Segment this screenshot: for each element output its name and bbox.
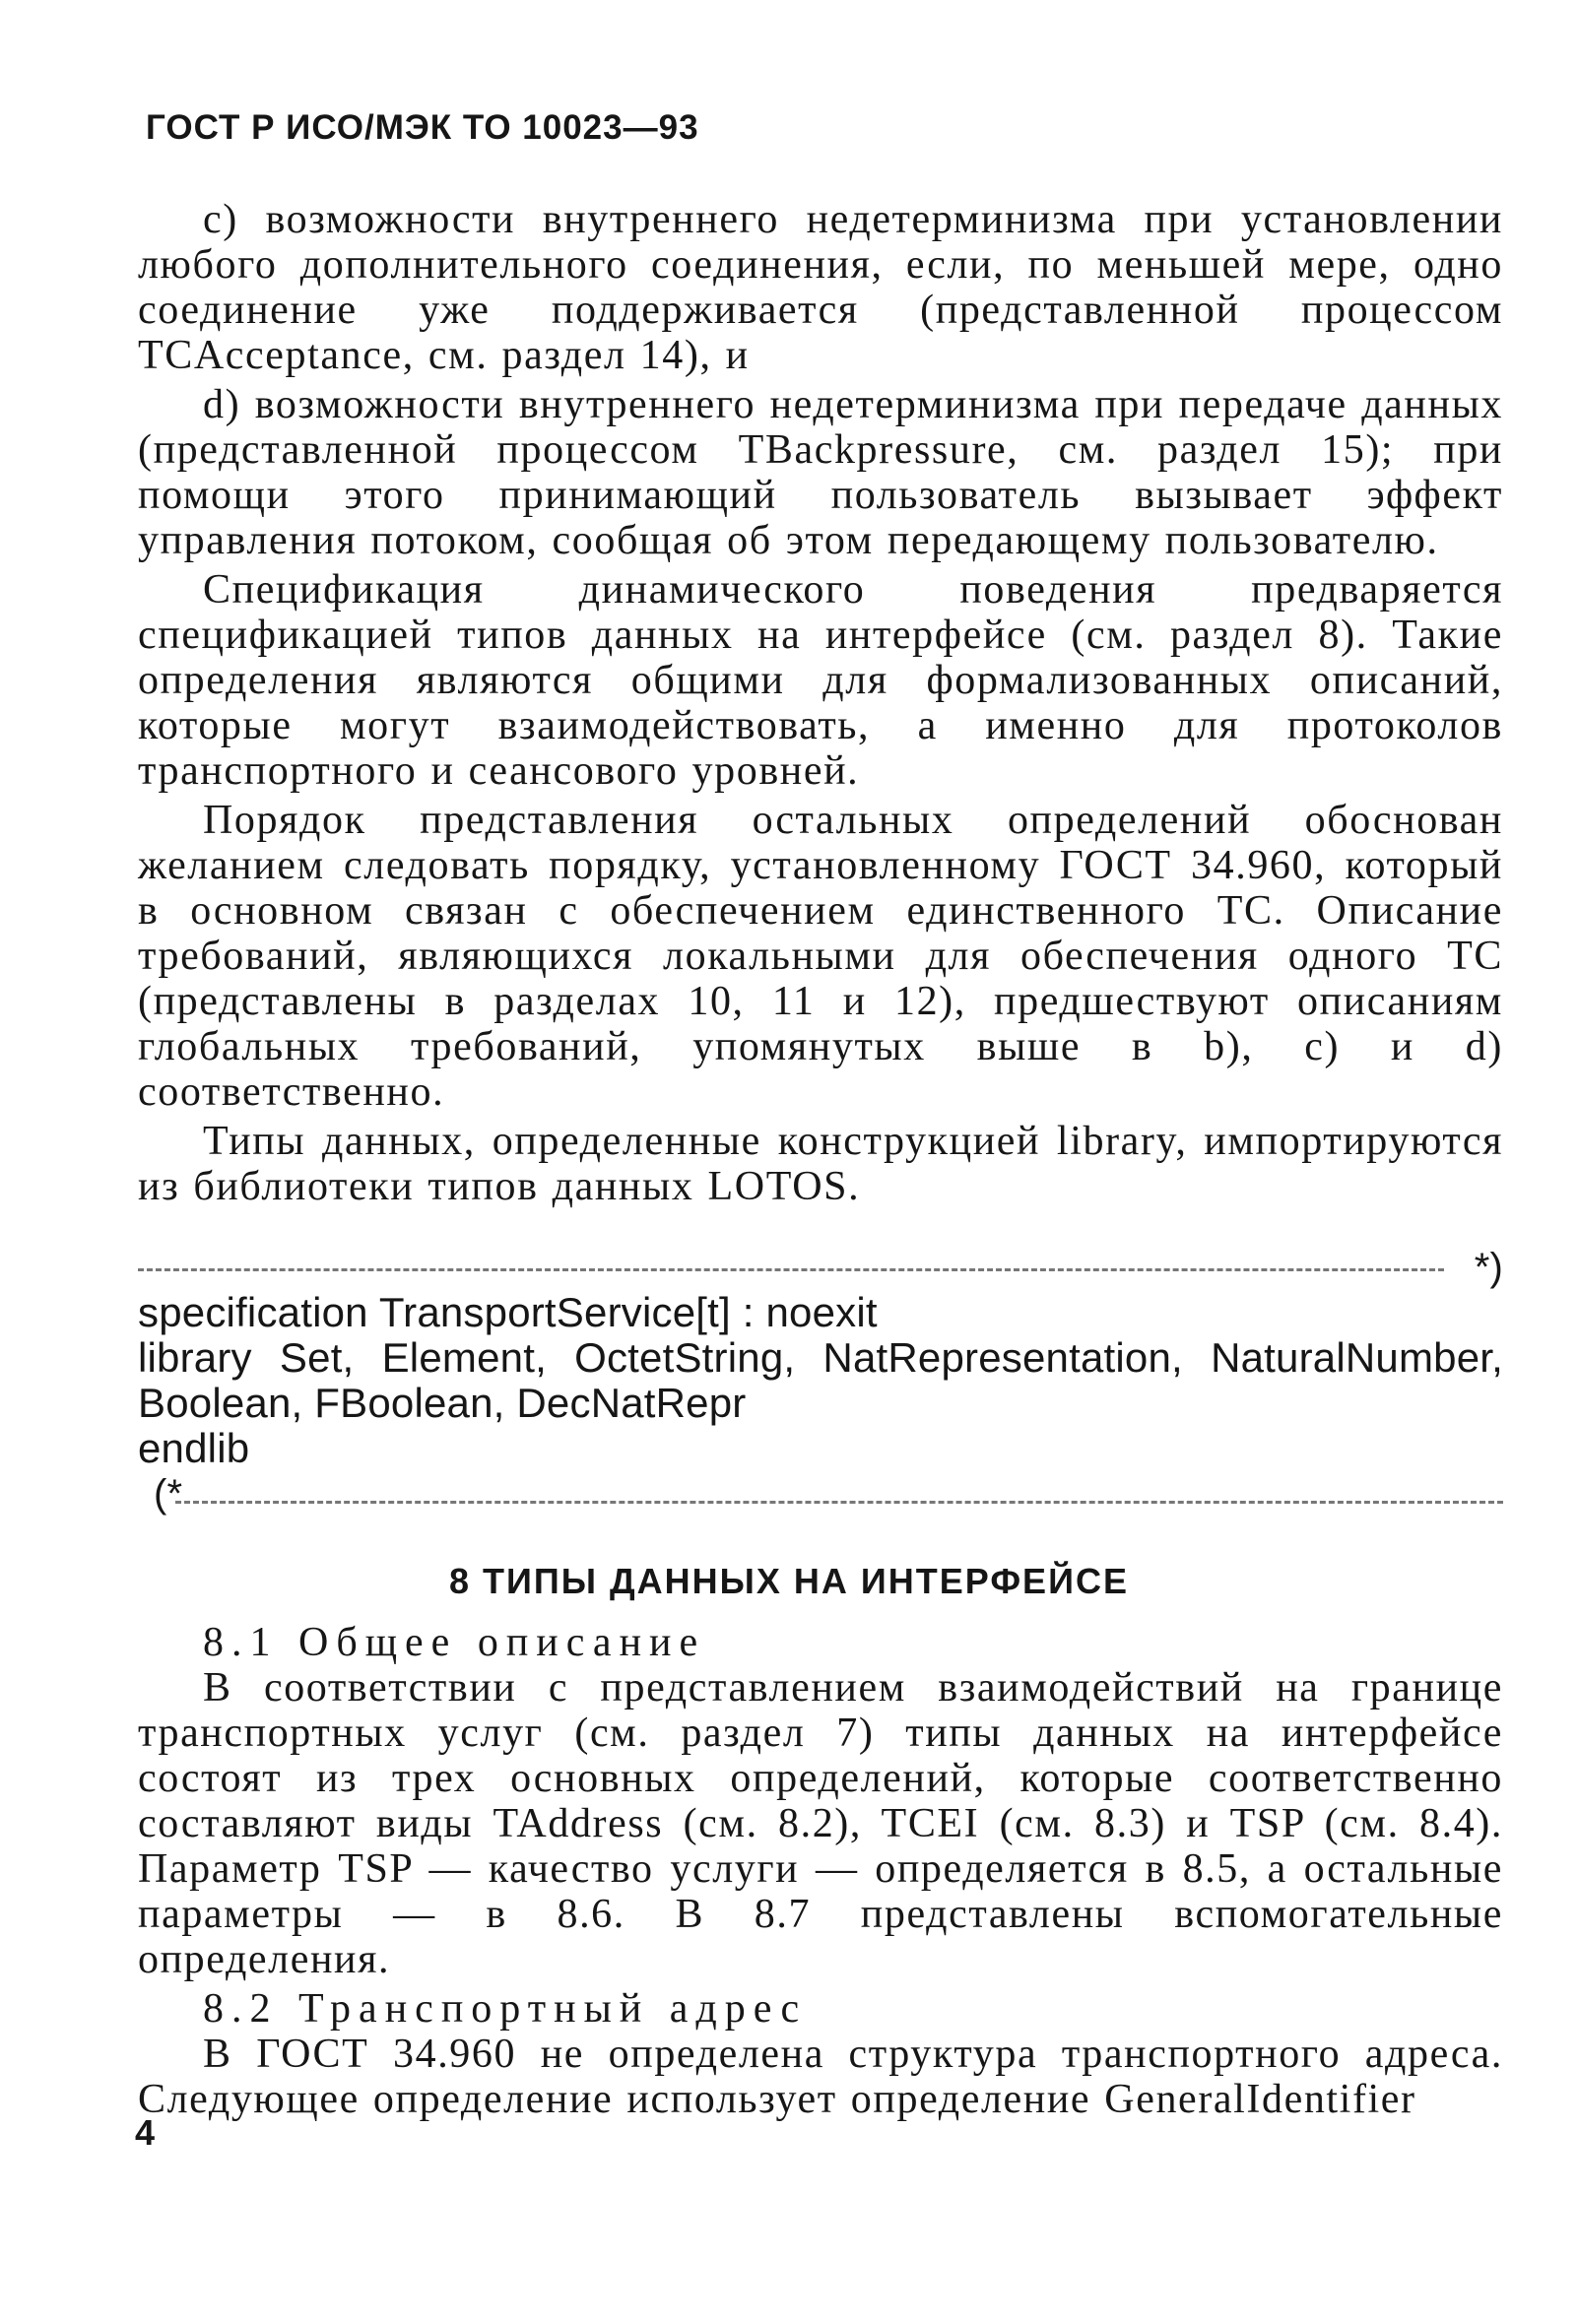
subsection-heading-8-2: 8.2 Транспортный адрес [203,1986,808,2032]
paragraph-library: Типы данных, определенные конструкцией library, импортируются из библиотеки типов данных LOTOS. [138,1119,1503,1209]
code-open-rule [138,1246,1503,1290]
comment-open-marker: (* [154,1472,183,1516]
code-line-library: library Set, Element, OctetString, NatRepresentation, NaturalNumber, Boolean, FBoolean, DecNatRepr [138,1334,1503,1426]
dashed-divider [175,1501,1503,1504]
page-header: ГОСТ Р ИСО/МЭК ТО 10023—93 [146,108,699,147]
section-8-body [138,1620,1503,2126]
subsection-text-8-2: В ГОСТ 34.960 не определена структура транспортного адреса. Следующее определение использует определение GeneralIdentifier [138,2032,1503,2122]
code-line-endlib: endlib [138,1425,250,1471]
dashed-divider [138,1268,1444,1271]
intro-text [138,197,1503,1213]
code-line-specification: specification TransportService[t] : noexit [138,1289,878,1335]
paragraph-c: c) возможности внутреннего недетерминизма при установлении любого дополнительного соединения, если, по меньшей мере, одно соединение уже поддерживается (представленной процессом TCAcceptance, см. раздел 14), и [138,197,1503,378]
lotos-code-block [138,1246,1503,1516]
paragraph-order: Порядок представления остальных определений обоснован желанием следовать порядку, установленному ГОСТ 34.960, который в основном связан с обеспечением единственного ТС. Описание требований, являющихся локальными для обеспечения одного ТС (представлены в разделах 10, 11 и 12), предшествуют описаниям глобальных требований, упомянутых выше в b), c) и d) соответственно. [138,798,1503,1115]
subsection-heading-8-1: 8.1 Общее описание [203,1620,706,1665]
paragraph-d: d) возможности внутреннего недетерминизма при передаче данных (представленной процессом TBackpressure, см. раздел 15); при помощи этого принимающий пользователь вызывает эффект управления потоком, сообщая об этом передающему пользователю. [138,382,1503,563]
paragraph-specification: Спецификация динамического поведения предваряется спецификацией типов данных на интерфейсе (см. раздел 8). Такие определения являются общими для формализованных описаний, которые могут взаимодействовать, а именно для протоколов транспортного и сеансового уровней. [138,567,1503,794]
subsection-text-8-1: В соответствии с представлением взаимодействий на границе транспортных услуг (см. раздел 7) типы данных на интерфейсе состоят из трех основных определений, которые соответственно составляют виды TAddress (см. 8.2), TCEI (см. 8.3) и TSP (см. 8.4). Параметр TSP — качество услуги — определяется в 8.5, а остальные параметры — в 8.6. В 8.7 представлены вспомогательные определения. [138,1665,1503,1982]
comment-close-marker: *) [1474,1246,1503,1289]
code-close-rule [138,1471,1503,1516]
page-number: 4 [135,2112,156,2153]
section-title: 8 ТИПЫ ДАННЫХ НА ИНТЕРФЕЙСЕ [449,1561,1129,1601]
